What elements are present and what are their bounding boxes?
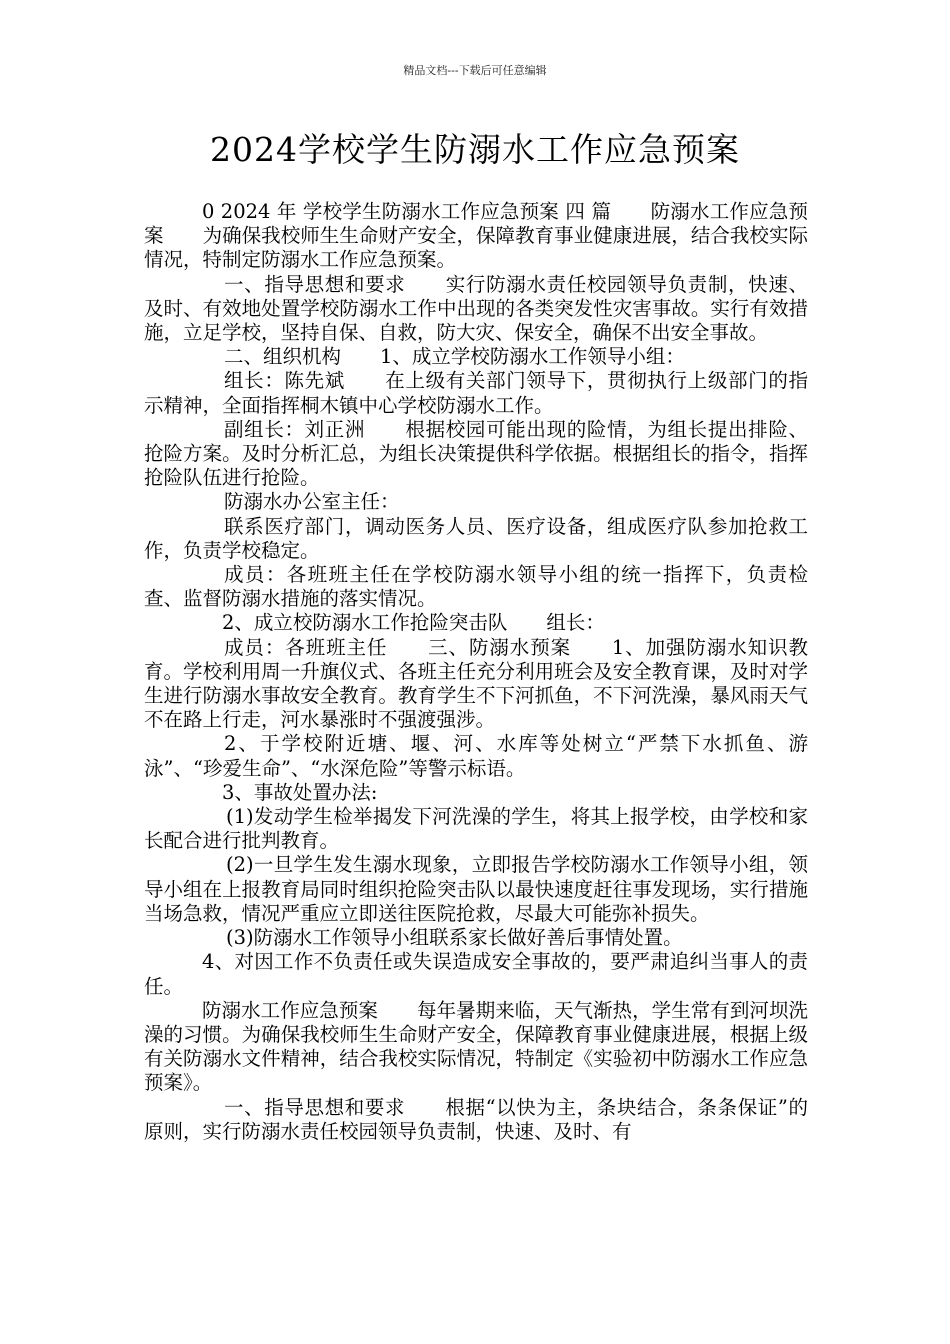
paragraph: 4、对因工作不负责任或失误造成安全事故的，要严肃追纠当事人的责任。 (144, 950, 808, 998)
document-title: 2024学校学生防溺水工作应急预案 (210, 130, 740, 169)
paragraph: 防溺水工作应急预案 每年暑期来临，天气渐热，学生常有到河坝洗澡的习惯。为确保我校师生生命财产安全，保障教育事业健康进展，根据上级有关防溺水文件精神，结合我校实际情况，特制定《实验初中防溺水工作应急预案》。 (144, 998, 808, 1095)
paragraph: 副组长：刘正洲 根据校园可能出现的险情，为组长提出排险、抢险方案。及时分析汇总，为组长决策提供科学依据。根据组长的指令，指挥抢险队伍进行抢险。 (144, 417, 808, 490)
paragraph: 防溺水办公室主任： (224, 490, 400, 514)
paragraph: 2、成立校防溺水工作抢险突击队 组长： (222, 611, 605, 635)
paragraph: 联系医疗部门，调动医务人员、医疗设备，组成医疗队参加抢救工作，负责学校稳定。 (144, 514, 808, 562)
page-header-note: 精品文档---下载后可任意编辑 (403, 64, 547, 77)
paragraph: (2)一旦学生发生溺水现象，立即报告学校防溺水工作领导小组，领导小组在上报教育局同时组织抢险突击队以最快速度赶往事发现场，实行措施当场急救，情况严重应立即送往医院抢救，尽最大可能弥补损失。 (144, 853, 808, 925)
paragraph: 一、指导思想和要求 实行防溺水责任校园领导负责制，快速、及时、有效地处置学校防溺水工作中出现的各类突发性灾害事故。实行有效措施，立足学校，坚持自保、自救，防大灾、保安全，确保不出安全事故。 (144, 272, 808, 345)
paragraph: 组长：陈先斌 在上级有关部门领导下，贯彻执行上级部门的指示精神，全面指挥桐木镇中心学校防溺水工作。 (144, 369, 808, 417)
paragraph: (1)发动学生检举揭发下河洗澡的学生，将其上报学校，由学校和家长配合进行批判教育。 (144, 805, 808, 853)
paragraph: 成员：各班班主任在学校防溺水领导小组的统一指挥下，负责检查、监督防溺水措施的落实情况。 (144, 563, 808, 611)
document-body (144, 200, 808, 1144)
paragraph: 一、指导思想和要求 根据“以快为主，条块结合，条条保证”的原则，实行防溺水责任校园领导负责制，快速、及时、有 (144, 1095, 808, 1143)
paragraph: (3)防溺水工作领导小组联系家长做好善后事情处置。 (226, 926, 683, 950)
paragraph: 二、组织机构 1、成立学校防溺水工作领导小组： (224, 345, 685, 369)
paragraph: 0 2024 年 学校学生防溺水工作应急预案 四 篇 防溺水工作应急预案 为确保我校师生生命财产安全，保障教育事业健康进展，结合我校实际情况，特制定防溺水工作应急预案。 (144, 200, 808, 272)
paragraph: 3、事故处置办法: (222, 780, 378, 804)
paragraph: 2、于学校附近塘、堰、河、水库等处树立“严禁下水抓鱼、游泳”、“珍爱生命”、“水深危险”等警示标语。 (144, 732, 808, 780)
paragraph: 成员：各班班主任 三、防溺水预案 1、加强防溺水知识教育。学校利用周一升旗仪式、各班主任充分利用班会及安全教育课，及时对学生进行防溺水事故安全教育。教育学生不下河抓鱼，不下河洗澡，暴风雨天气不在路上行走，河水暴涨时不强渡强涉。 (144, 635, 808, 732)
